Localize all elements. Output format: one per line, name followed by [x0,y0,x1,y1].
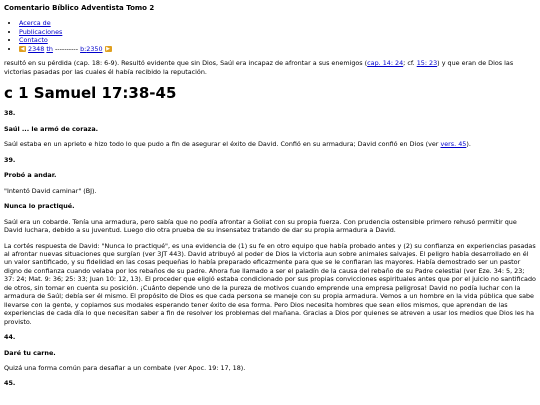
page-title: c 1 Samuel 17:38-45 [4,83,177,102]
verse-number-44: 44. [4,333,16,342]
nav-item-about [19,19,536,27]
verse-number-45: 45. [4,379,16,388]
verse-lemma-39b: Nunca lo practiqué. [4,202,75,211]
ref-vers-45-link[interactable]: vers. 45 [440,140,467,149]
verse-lemma-38: Saúl ... le armó de coraza. [4,124,99,133]
verse-quote-39: "Intentó David caminar" (BJ). [4,186,97,195]
verse-lemma-44: Daré tu carne. [4,348,56,357]
next-page-link[interactable]: 2350 [86,44,103,53]
verse-commentary-39-p1: Saúl era un cobarde. Tenía una armadura, pero sabía que no podía afrontar a Goliat con su propia fuerza. Con prudencia ostensible primero rehusó permitir que David luchara, debido a su juventud. Luego dio otra prueba de su insensatez tratando de dar su propia armadura a David. [4,217,517,235]
verse-commentary-38 [4,140,536,148]
intro-text: resultó en su pérdida (cap. 18: 6-9). Resultó evidente que sin Dios, Saúl era incapaz de afrontar a sus enemigos ( [4,59,368,68]
intro-text-end: ) y que eran de Dios las victorias pasadas por las cuales él había recibido la reputación. [4,59,514,76]
commentary-text-end: ). [466,140,471,149]
ref-cap-14-24-link[interactable]: cap. 14: 24 [367,59,404,68]
nav-item-publications [19,28,536,36]
publications-link[interactable]: Publicaciones [19,27,63,36]
commentary-text: Saúl estaba en un aprieto e hizo todo lo que pudo a fin de asegurar el éxito de David. Confió en su armadura; David confió en Dios (ver [4,140,441,149]
next-page-prefix-link[interactable]: b: [80,44,87,53]
page-pager [19,45,536,53]
nav-menu [4,19,536,53]
intro-paragraph [4,59,536,76]
intro-text-cf: ; cf. [403,59,417,68]
verse-number-39: 39. [4,155,16,164]
verse-number-38: 38. [4,109,16,118]
site-title: Comentario Bíblico Adventista Tomo 2 [4,4,155,12]
ref-15-23-link[interactable]: 15: 23 [416,59,438,68]
mid-page-link[interactable]: th [46,44,53,53]
pager-separator: ---------- [54,44,79,53]
arrow-left-icon[interactable]: ◀ [20,45,25,52]
contact-link[interactable]: Contacto [19,36,48,45]
prev-page-link[interactable]: 2348 [28,44,45,53]
nav-item-contact [19,36,536,44]
arrow-right-icon[interactable]: ▶ [106,45,111,52]
verse-commentary-44: Quizá una forma común para desafiar a un combate (ver Apoc. 19: 17, 18). [4,363,246,372]
verse-commentary-39-p2: La cortés respuesta de David: "Nunca lo practiqué", es una evidencia de (1) su fe en otro equipo que había probado antes y (2) su confianza en experiencias pasadas al afrontar nuevas situaciones que surgían (ver 3JT 443). David atribuyó al poder de Dios la victoria aun sobre animales salvajes. El peligro había desarrollado en él un valor santificado, y su fidelidad en las cosas pequeñas lo había preparado eficazmente para que se le confiaran las mayores. Había demostrado ser un pastor digno de confianza cuando velaba por los rebaños de su padre. Ahora fue llamado a ser el paladín de la causa del rebaño de su Padre celestial (ver Eze. 34: 5, 23; 37: 24; Mat. 9: 36; 25: 33; Juan 10: 12, 13). El proceder que eligió estaba condicionado por sus propias convicciones espirituales antes que por el juicio no santificado de otros, sin tomar en cuenta su posición. ¡Cuánto depende uno de la pureza de motivos cuando emprende una empresa peligrosa! David no podía luchar con la armadura de Saúl; debía ser él mismo. El propósito de Dios es que cada persona se maneje con su propia armadura. Vemos a un hombre en la vida pública que sabe llevarse con la gente, y copiamos sus modales esperando tener éxito de esa forma. Pero Dios necesita hombres que sean ellos mismos, que aprendan de las experiencias de cada día lo que necesitan saber a fin de resolver los problemas del mañana. Gracias a Dios por quienes se atreven a usar los medios que Dios les ha provisto. [4,241,536,326]
verse-lemma-39: Probó a andar. [4,171,57,180]
about-link[interactable]: Acerca de [19,19,51,28]
